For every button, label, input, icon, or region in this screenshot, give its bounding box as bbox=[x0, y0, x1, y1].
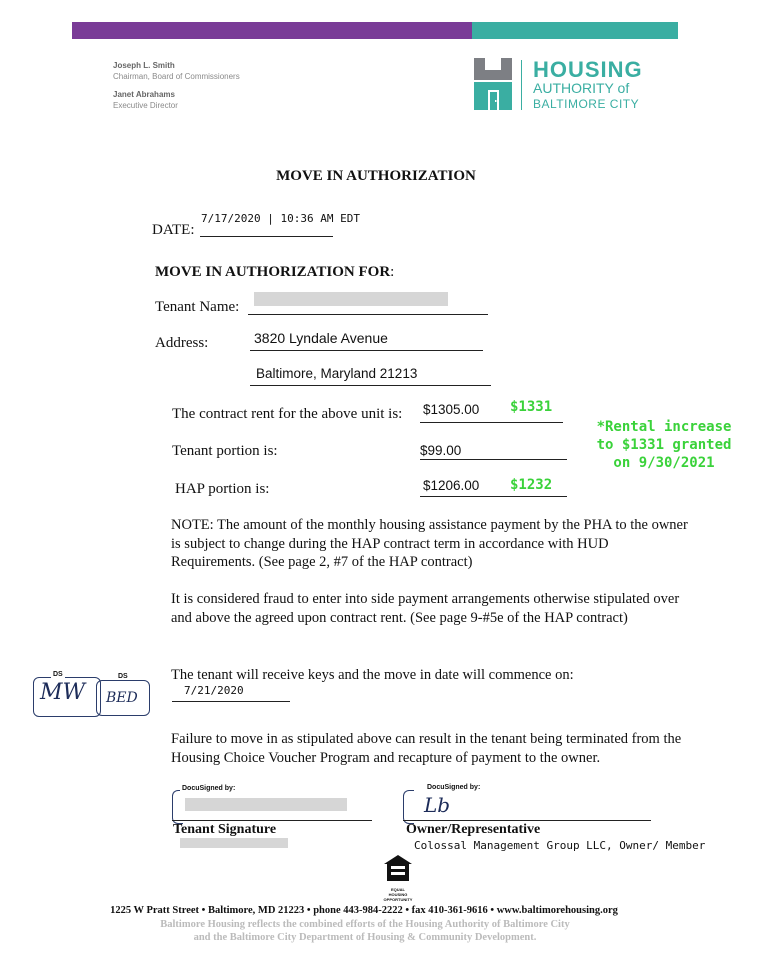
tenant-name-line bbox=[248, 314, 488, 315]
tenant-name-redacted bbox=[254, 292, 448, 306]
hap-portion-new: $1232 bbox=[510, 477, 553, 493]
keys-paragraph: The tenant will receive keys and the move in date will commence on: bbox=[171, 667, 574, 683]
logo-housing: HOUSING bbox=[533, 57, 643, 82]
footer-address: 1225 W Pratt Street • Baltimore, MD 21223 • phone 443-984-2222 • fax 410-361-9616 • www.baltimorehousing.org bbox=[110, 905, 618, 916]
contract-rent-label: The contract rent for the above unit is: bbox=[172, 406, 403, 422]
owner-signature-scribble: Lb bbox=[424, 793, 451, 817]
owner-docusign-bracket bbox=[403, 790, 414, 824]
move-in-date: 7/21/2020 bbox=[184, 684, 244, 697]
contract-rent-value: $1305.00 bbox=[423, 402, 480, 417]
footer-sub-line1: Baltimore Housing reflects the combined efforts of the Housing Authority of Baltimore City bbox=[160, 919, 570, 930]
tenant-signature-label: Tenant Signature bbox=[173, 822, 277, 837]
authorization-for-heading bbox=[155, 264, 394, 281]
tenant-signature-line bbox=[172, 820, 372, 821]
initials-ds-tag-right: DS bbox=[118, 673, 128, 680]
equal-housing-label: EQUAL HOUSING OPPORTUNITY bbox=[383, 887, 413, 902]
owner-name: Colossal Management Group LLC, Owner/ Member bbox=[414, 839, 706, 852]
date-line bbox=[200, 236, 333, 237]
contract-rent-line bbox=[420, 422, 563, 423]
initials-ds-tag-left: DS bbox=[53, 671, 63, 678]
move-in-date-line bbox=[172, 701, 290, 702]
address-line1-rule bbox=[250, 350, 483, 351]
hap-portion-line bbox=[420, 496, 567, 497]
rental-note-line2: to $1331 granted bbox=[596, 437, 732, 453]
address-line2-rule bbox=[250, 385, 491, 386]
equal-housing-logo bbox=[383, 854, 413, 902]
officer2-title: Executive Director bbox=[113, 101, 178, 110]
fraud-paragraph: It is considered fraud to enter into side payment arrangements otherwise stipulated over and above the agreed upon contract rent. (See page 9-#5e of the HAP contract) bbox=[171, 591, 680, 626]
document-title: MOVE IN AUTHORIZATION bbox=[276, 168, 476, 184]
tenant-name-under-redacted bbox=[180, 838, 288, 848]
authorization-for-colon: : bbox=[390, 264, 395, 280]
tenant-name-label: Tenant Name: bbox=[155, 299, 240, 315]
officer2-name: Janet Abrahams bbox=[113, 90, 175, 99]
hap-portion-value: $1206.00 bbox=[423, 478, 480, 493]
rental-increase-note bbox=[588, 418, 740, 472]
footer-sub-line2: and the Baltimore City Department of Housing & Community Development. bbox=[193, 932, 537, 943]
logo-baltimore-city: BALTIMORE CITY bbox=[533, 97, 640, 111]
tenant-portion-value: $99.00 bbox=[420, 443, 462, 458]
authorization-for-label: MOVE IN AUTHORIZATION FOR bbox=[155, 264, 391, 280]
initials-right: BED bbox=[106, 690, 138, 706]
logo-divider bbox=[521, 60, 522, 110]
tenant-portion-line bbox=[420, 459, 567, 460]
failure-paragraph: Failure to move in as stipulated above can result in the tenant being terminated from the Housing Choice Voucher Program and recapture of payment to the owner. bbox=[171, 731, 682, 766]
rental-note-line3: on 9/30/2021 bbox=[613, 455, 715, 471]
tenant-docusigned-label: DocuSigned by: bbox=[182, 785, 236, 792]
initials-left: MW bbox=[40, 680, 86, 705]
tenant-signature-redacted bbox=[185, 798, 347, 811]
hap-portion-label: HAP portion is: bbox=[175, 481, 270, 497]
header-bar-purple bbox=[72, 22, 472, 39]
equal-housing-icon bbox=[383, 854, 413, 882]
officer1-title: Chairman, Board of Commissioners bbox=[113, 72, 240, 81]
tenant-portion-label: Tenant portion is: bbox=[172, 443, 278, 459]
address-line1: 3820 Lyndale Avenue bbox=[254, 330, 388, 346]
footer-sub bbox=[0, 918, 730, 944]
address-line2: Baltimore, Maryland 21213 bbox=[256, 366, 418, 381]
owner-signature-label: Owner/Representative bbox=[406, 822, 541, 837]
owner-docusigned-label: DocuSigned by: bbox=[427, 784, 481, 791]
logo-authority: AUTHORITY of bbox=[533, 80, 630, 96]
owner-signature-line bbox=[403, 820, 651, 821]
date-label: DATE: bbox=[152, 222, 195, 238]
contract-rent-new: $1331 bbox=[510, 399, 553, 415]
hbc-logo-icon bbox=[474, 58, 512, 110]
note-paragraph: NOTE: The amount of the monthly housing assistance payment by the PHA to the owner is subject to change during the HAP contract term in accordance with HUD Requirements. (See page 2, #7 of the HAP contract) bbox=[171, 517, 688, 570]
date-value: 7/17/2020 | 10:36 AM EDT bbox=[201, 212, 360, 225]
tenant-docusign-bracket bbox=[172, 790, 183, 824]
header-bar-teal bbox=[472, 22, 678, 39]
address-label: Address: bbox=[155, 335, 209, 351]
rental-note-line1: *Rental increase bbox=[596, 419, 732, 435]
officer1-name: Joseph L. Smith bbox=[113, 61, 175, 70]
